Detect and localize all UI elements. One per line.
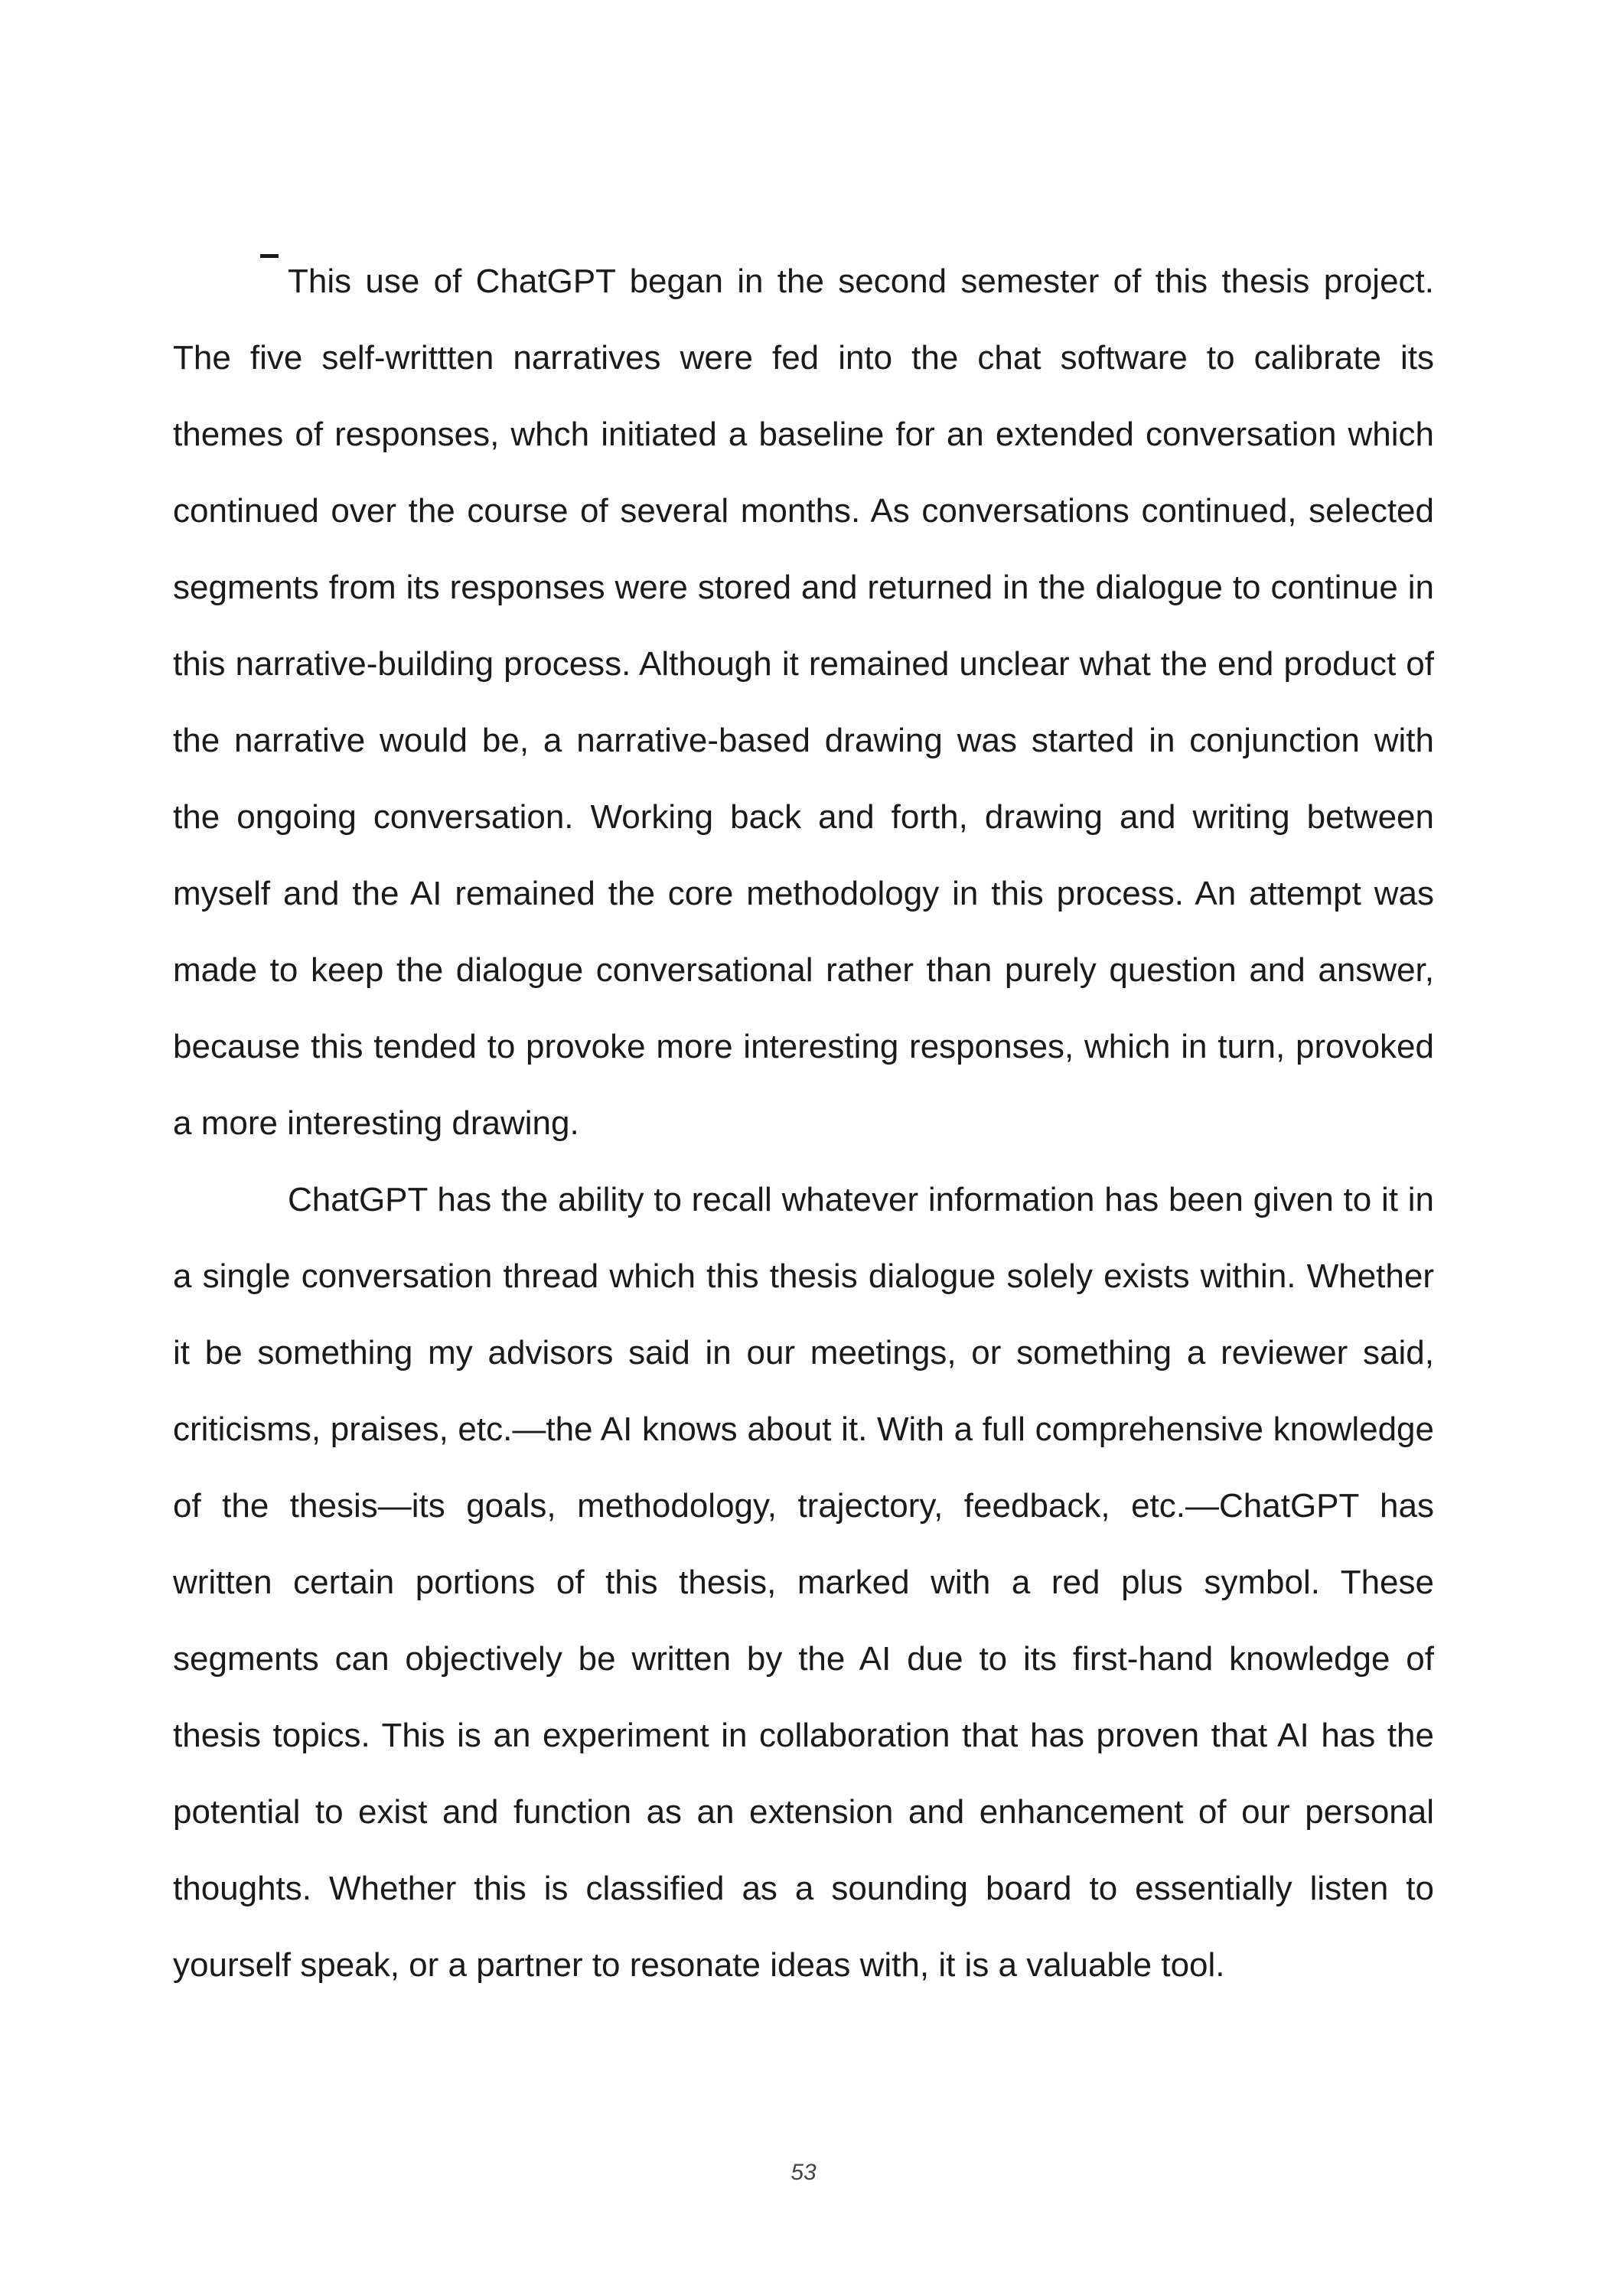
body-text — [173, 243, 1434, 2004]
paragraph-2 — [173, 1162, 1434, 2004]
paragraph-1-text: This use of ChatGPT began in the second semester of this thesis project. The five self-writtten narratives were fed into the chat software to calibrate its themes of responses, whch initiated a baseline for an extended conversation which continued over the course of several months. As conversations continued, selected segments from its responses were stored and returned in the dialogue to continue in this narrative-building process. Although it remained unclear what the end product of the narrative would be, a narrative-based drawing was started in conjunction with the ongoing conversation. Working back and forth, drawing and writing between myself and the AI remained the core methodology in this process. An attempt was made to keep the dialogue conversational rather than purely question and answer, because this tended to provoke more interesting responses, which in turn, provoked a more interesting drawing. — [173, 263, 1434, 1142]
paragraph-2-text: ChatGPT has the ability to recall whatever information has been given to it in a single conversation thread which this thesis dialogue solely exists within. Whether it be something my advisors said in our meetings, or something a reviewer said, criticisms, praises, etc.—the AI knows about it. With a full comprehensive knowledge of the thesis—its goals, methodology, trajectory, feedback, etc.—ChatGPT has written certain portions of this thesis, marked with a red plus symbol. These segments can objectively be written by the AI due to its first-hand knowledge of thesis topics. This is an experiment in collaboration that has proven that AI has the potential to exist and function as an extension and enhancement of our personal thoughts. Whether this is classified as a sounding board to essentially listen to yourself speak, or a partner to resonate ideas with, it is a valuable tool. — [173, 1181, 1434, 1984]
paragraph-1 — [173, 243, 1434, 1162]
dash-mark-icon — [260, 254, 279, 258]
page-number: 53 — [790, 2160, 817, 2185]
